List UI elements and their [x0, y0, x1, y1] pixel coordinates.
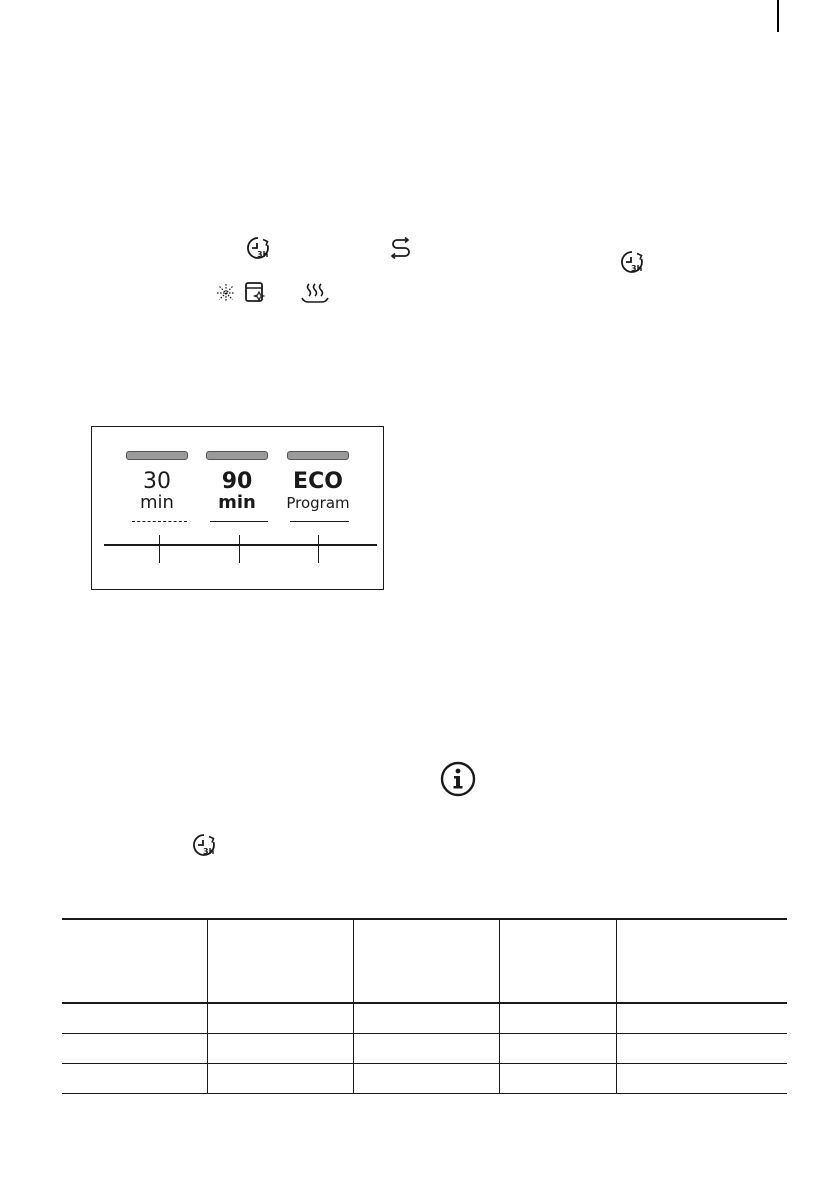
- table-cell: [62, 1003, 207, 1034]
- table-header-cell: [207, 919, 353, 1003]
- table-row: [62, 1064, 787, 1094]
- table-row: [62, 1034, 787, 1064]
- table-header-cell: [616, 919, 787, 1003]
- table-cell: [207, 1003, 353, 1034]
- program-number: ECO: [293, 469, 343, 494]
- table-cell: [616, 1064, 787, 1094]
- dishwasher-clean-icon: [244, 281, 266, 303]
- program-panel-illustration: [91, 426, 384, 590]
- table-cell: [207, 1034, 353, 1064]
- table-cell: [616, 1034, 787, 1064]
- program-unit: min: [218, 492, 256, 513]
- table-header-row: [62, 919, 787, 1003]
- table-cell: [207, 1064, 353, 1094]
- program-30-min: [112, 427, 202, 512]
- program-30-underline: [132, 521, 187, 522]
- program-number: 30: [143, 469, 171, 494]
- panel-tick-eco: [318, 535, 319, 563]
- program-eco-underline: [290, 521, 349, 522]
- table-cell: [353, 1034, 499, 1064]
- panel-tick-30: [159, 535, 160, 563]
- drying-icon: [300, 281, 330, 305]
- table-cell: [353, 1064, 499, 1094]
- delay-3h-icon-right: [620, 250, 644, 274]
- table-cell: [353, 1003, 499, 1034]
- table-cell: [499, 1003, 616, 1034]
- table-row: [62, 1003, 787, 1034]
- table-cell: [62, 1034, 207, 1064]
- info-icon: [440, 761, 476, 797]
- table-header-cell: [62, 919, 207, 1003]
- delay-3h-icon-lower: [192, 833, 216, 857]
- table-header-cell: [499, 919, 616, 1003]
- table-cell: [499, 1064, 616, 1094]
- table-header-cell: [353, 919, 499, 1003]
- page-edge-rule: [777, 0, 779, 32]
- panel-tick-90: [239, 535, 240, 563]
- svg-text:3h: 3h: [257, 250, 269, 259]
- program-90-underline: [210, 521, 268, 522]
- table-cell: [62, 1064, 207, 1094]
- program-unit: Program: [286, 494, 350, 512]
- program-unit: min: [140, 492, 174, 513]
- svg-text:3h: 3h: [203, 847, 215, 856]
- program-90-min: [192, 427, 282, 512]
- s-program-icon: [390, 236, 412, 260]
- program-number: 90: [221, 469, 253, 494]
- program-table: [62, 918, 787, 1094]
- delay-3h-icon: [246, 236, 270, 260]
- table-cell: [616, 1003, 787, 1034]
- program-eco: [273, 427, 363, 511]
- table-cell: [499, 1034, 616, 1064]
- svg-text:3h: 3h: [631, 264, 643, 273]
- panel-baseline: [104, 544, 377, 546]
- sparkle-icon: [216, 283, 236, 303]
